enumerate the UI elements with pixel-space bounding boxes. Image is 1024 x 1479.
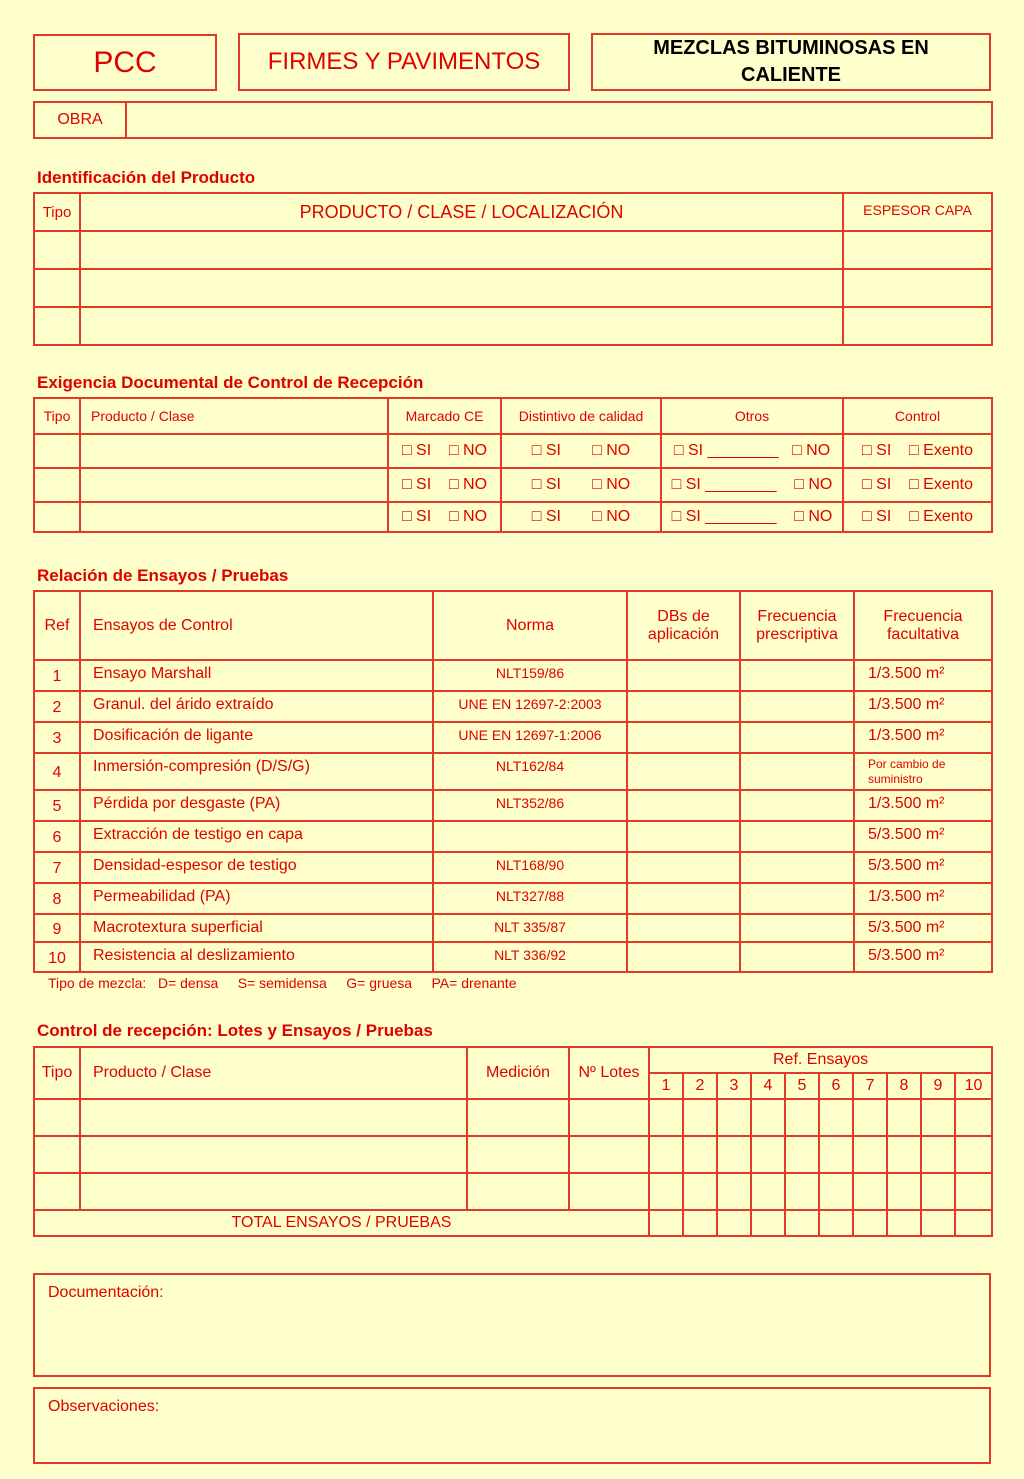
col-espesor-capa: ESPESOR CAPA — [843, 193, 992, 231]
ident-cell[interactable] — [843, 269, 992, 307]
control-cell[interactable] — [80, 1099, 467, 1136]
control-cell[interactable] — [785, 1136, 819, 1173]
dbs-cell[interactable] — [627, 753, 740, 790]
otros-checkbox[interactable]: □ SI ________ □ NO — [661, 434, 843, 468]
control-cell[interactable] — [683, 1099, 717, 1136]
norma-cell: NLT352/86 — [433, 790, 627, 821]
col-frecuencia-facultativa: Frecuencia facultativa — [854, 591, 992, 660]
prescriptiva-cell[interactable] — [740, 660, 854, 691]
control-cell[interactable] — [853, 1173, 887, 1210]
norma-cell: NLT162/84 — [433, 753, 627, 790]
control-checkbox[interactable]: □ SI □ Exento — [843, 434, 992, 468]
facultativa-cell: 1/3.500 m² — [854, 660, 992, 691]
ensayo-name: Pérdida por desgaste (PA) — [80, 790, 433, 821]
ensayo-name: Inmersión-compresión (D/S/G) — [80, 753, 433, 790]
dbs-cell[interactable] — [627, 821, 740, 852]
ident-cell[interactable] — [843, 307, 992, 345]
ref-ensayo-number: 2 — [683, 1073, 717, 1099]
marcado-checkbox[interactable]: □ SI □ NO — [388, 468, 501, 502]
ref-cell: 5 — [34, 790, 80, 821]
total-cell[interactable] — [717, 1210, 751, 1236]
ref-ensayo-number: 9 — [921, 1073, 955, 1099]
control-cell[interactable] — [751, 1136, 785, 1173]
otros-checkbox[interactable]: □ SI ________ □ NO — [661, 502, 843, 532]
total-cell[interactable] — [955, 1210, 992, 1236]
control-cell[interactable] — [467, 1136, 569, 1173]
ensayo-row — [34, 660, 992, 691]
control-cell[interactable] — [955, 1136, 992, 1173]
control-row — [34, 1136, 992, 1173]
ensayo-name: Densidad-espesor de testigo — [80, 852, 433, 883]
control-cell[interactable] — [921, 1136, 955, 1173]
control-checkbox[interactable]: □ SI □ Exento — [843, 502, 992, 532]
col-distintivo: Distintivo de calidad — [501, 398, 661, 434]
ident-cell[interactable] — [34, 231, 80, 269]
col-frecuencia-prescriptiva: Frecuencia prescriptiva — [740, 591, 854, 660]
ref-cell: 1 — [34, 660, 80, 691]
dbs-cell[interactable] — [627, 660, 740, 691]
ensayo-row — [34, 942, 992, 972]
producto-cell[interactable] — [80, 502, 388, 532]
dbs-cell[interactable] — [627, 852, 740, 883]
prescriptiva-cell[interactable] — [740, 790, 854, 821]
ref-ensayo-number: 10 — [955, 1073, 992, 1099]
total-cell[interactable] — [853, 1210, 887, 1236]
col-producto-clase: Producto / Clase — [80, 398, 388, 434]
control-cell[interactable] — [785, 1173, 819, 1210]
norma-cell: NLT159/86 — [433, 660, 627, 691]
prescriptiva-cell[interactable] — [740, 722, 854, 753]
control-cell[interactable] — [467, 1099, 569, 1136]
control-cell[interactable] — [80, 1136, 467, 1173]
obra-label: OBRA — [34, 102, 126, 138]
dbs-cell[interactable] — [627, 883, 740, 914]
total-cell[interactable] — [751, 1210, 785, 1236]
dbs-cell[interactable] — [627, 914, 740, 942]
ref-ensayo-number: 6 — [819, 1073, 853, 1099]
col-tipo: Tipo — [34, 398, 80, 434]
dbs-cell[interactable] — [627, 691, 740, 722]
ref-ensayo-number: 1 — [649, 1073, 683, 1099]
ref-ensayo-number: 7 — [853, 1073, 887, 1099]
obra-table — [33, 101, 993, 139]
dbs-cell[interactable] — [627, 790, 740, 821]
ensayo-name: Granul. del árido extraído — [80, 691, 433, 722]
norma-cell — [433, 821, 627, 852]
facultativa-cell: Por cambio de suministro — [854, 753, 992, 790]
control-cell[interactable] — [717, 1099, 751, 1136]
marcado-checkbox[interactable]: □ SI □ NO — [388, 434, 501, 468]
ref-ensayo-number: 4 — [751, 1073, 785, 1099]
facultativa-cell: 5/3.500 m² — [854, 914, 992, 942]
mezclas-box — [591, 33, 991, 91]
exigencia-row — [34, 502, 992, 532]
total-cell[interactable] — [683, 1210, 717, 1236]
col-control: Control — [843, 398, 992, 434]
ref-cell: 2 — [34, 691, 80, 722]
control-cell[interactable] — [649, 1099, 683, 1136]
firmes-label: FIRMES Y PAVIMENTOS — [267, 48, 541, 75]
col-n-lotes: Nº Lotes — [569, 1047, 649, 1099]
control-cell[interactable] — [955, 1099, 992, 1136]
identificacion-title: Identificación del Producto — [37, 168, 256, 187]
facultativa-cell: 1/3.500 m² — [854, 722, 992, 753]
ident-cell[interactable] — [80, 231, 843, 269]
control-cell[interactable] — [717, 1173, 751, 1210]
exigencia-row — [34, 434, 992, 468]
control-cell[interactable] — [34, 1173, 80, 1210]
control-cell[interactable] — [649, 1136, 683, 1173]
pcc-label: PCC — [93, 45, 157, 79]
control-cell[interactable] — [887, 1136, 921, 1173]
control-cell[interactable] — [34, 1136, 80, 1173]
norma-cell: UNE EN 12697-2:2003 — [433, 691, 627, 722]
ensayo-name: Resistencia al deslizamiento — [80, 942, 433, 972]
obra-field[interactable] — [126, 102, 992, 138]
ref-cell: 9 — [34, 914, 80, 942]
control-cell[interactable] — [569, 1173, 649, 1210]
ensayo-name: Extracción de testigo en capa — [80, 821, 433, 852]
documentacion-label: Documentación: — [48, 1284, 164, 1301]
col-ensayos-control: Ensayos de Control — [80, 591, 433, 660]
prescriptiva-cell[interactable] — [740, 883, 854, 914]
control-cell[interactable] — [649, 1173, 683, 1210]
exigencia-title: Exigencia Documental de Control de Recepción — [37, 373, 424, 392]
ensayo-row — [34, 914, 992, 942]
control-cell[interactable] — [683, 1136, 717, 1173]
control-cell[interactable] — [853, 1099, 887, 1136]
total-ensayos-label: TOTAL ENSAYOS / PRUEBAS — [34, 1210, 649, 1236]
control-cell[interactable] — [569, 1136, 649, 1173]
control-cell[interactable] — [569, 1099, 649, 1136]
col-marcado-ce: Marcado CE — [388, 398, 501, 434]
control-cell[interactable] — [467, 1173, 569, 1210]
control-title: Control de recepción: Lotes y Ensayos / Pruebas — [37, 1021, 433, 1040]
control-cell[interactable] — [887, 1173, 921, 1210]
facultativa-cell: 1/3.500 m² — [854, 790, 992, 821]
ref-cell: 10 — [34, 942, 80, 972]
otros-checkbox[interactable]: □ SI ________ □ NO — [661, 468, 843, 502]
control-cell[interactable] — [751, 1099, 785, 1136]
ref-ensayo-number: 8 — [887, 1073, 921, 1099]
prescriptiva-cell[interactable] — [740, 691, 854, 722]
control-cell[interactable] — [955, 1173, 992, 1210]
col-medicion: Medición — [467, 1047, 569, 1099]
ensayo-row — [34, 883, 992, 914]
ensayo-row — [34, 753, 992, 790]
norma-cell: NLT 336/92 — [433, 942, 627, 972]
norma-cell: UNE EN 12697-1:2006 — [433, 722, 627, 753]
col-ref: Ref — [34, 591, 80, 660]
control-cell[interactable] — [921, 1099, 955, 1136]
identificacion-table — [33, 192, 993, 346]
total-cell[interactable] — [785, 1210, 819, 1236]
facultativa-cell: 1/3.500 m² — [854, 883, 992, 914]
ensayo-name: Macrotextura superficial — [80, 914, 433, 942]
ref-cell: 7 — [34, 852, 80, 883]
dbs-cell[interactable] — [627, 942, 740, 972]
control-cell[interactable] — [785, 1099, 819, 1136]
total-cell[interactable] — [649, 1210, 683, 1236]
firmes-box — [238, 33, 570, 91]
exigencia-row — [34, 468, 992, 502]
ensayo-row — [34, 722, 992, 753]
dbs-cell[interactable] — [627, 722, 740, 753]
prescriptiva-cell[interactable] — [740, 753, 854, 790]
mezclas-label: MEZCLAS BITUMINOSAS EN CALIENTE — [653, 37, 929, 86]
ensayo-name: Permeabilidad (PA) — [80, 883, 433, 914]
ref-cell: 3 — [34, 722, 80, 753]
ensayo-name: Ensayo Marshall — [80, 660, 433, 691]
control-cell[interactable] — [887, 1099, 921, 1136]
marcado-checkbox[interactable]: □ SI □ NO — [388, 502, 501, 532]
distintivo-checkbox[interactable]: □ SI □ NO — [501, 502, 661, 532]
facultativa-cell: 1/3.500 m² — [854, 691, 992, 722]
control-cell[interactable] — [819, 1173, 853, 1210]
ref-ensayo-number: 3 — [717, 1073, 751, 1099]
col-dbs: DBs de aplicación — [627, 591, 740, 660]
control-cell[interactable] — [80, 1173, 467, 1210]
pcc-box — [33, 34, 217, 91]
prescriptiva-cell[interactable] — [740, 914, 854, 942]
norma-cell: NLT168/90 — [433, 852, 627, 883]
ident-cell[interactable] — [80, 307, 843, 345]
producto-cell[interactable] — [80, 468, 388, 502]
ref-cell: 8 — [34, 883, 80, 914]
control-checkbox[interactable]: □ SI □ Exento — [843, 468, 992, 502]
facultativa-cell: 5/3.500 m² — [854, 852, 992, 883]
observaciones-box[interactable] — [33, 1387, 991, 1464]
ident-cell[interactable] — [34, 269, 80, 307]
control-cell[interactable] — [34, 1099, 80, 1136]
distintivo-checkbox[interactable]: □ SI □ NO — [501, 468, 661, 502]
ref-cell: 6 — [34, 821, 80, 852]
tipo-cell[interactable] — [34, 502, 80, 532]
facultativa-cell: 5/3.500 m² — [854, 821, 992, 852]
norma-cell: NLT 335/87 — [433, 914, 627, 942]
prescriptiva-cell[interactable] — [740, 852, 854, 883]
ensayo-row — [34, 852, 992, 883]
ident-cell[interactable] — [843, 231, 992, 269]
col-norma: Norma — [433, 591, 627, 660]
ref-cell: 4 — [34, 753, 80, 790]
documentacion-box[interactable] — [33, 1273, 991, 1377]
facultativa-cell: 5/3.500 m² — [854, 942, 992, 972]
col-producto-clase-localizacion: PRODUCTO / CLASE / LOCALIZACIÓN — [80, 193, 843, 231]
tipo-mezcla-note: Tipo de mezcla: D= densa S= semidensa G= gruesa PA= drenante — [48, 975, 517, 991]
distintivo-checkbox[interactable]: □ SI □ NO — [501, 434, 661, 468]
total-cell[interactable] — [887, 1210, 921, 1236]
tipo-cell[interactable] — [34, 434, 80, 468]
ident-cell[interactable] — [34, 307, 80, 345]
control-row — [34, 1099, 992, 1136]
control-table — [33, 1046, 993, 1237]
ensayos-table — [33, 590, 993, 973]
control-cell[interactable] — [751, 1173, 785, 1210]
col-otros: Otros — [661, 398, 843, 434]
control-cell[interactable] — [683, 1173, 717, 1210]
total-cell[interactable] — [921, 1210, 955, 1236]
ensayo-name: Dosificación de ligante — [80, 722, 433, 753]
control-cell[interactable] — [819, 1099, 853, 1136]
tipo-cell[interactable] — [34, 468, 80, 502]
exigencia-table — [33, 397, 993, 533]
col-producto-clase: Producto / Clase — [80, 1047, 467, 1099]
control-cell[interactable] — [921, 1173, 955, 1210]
control-cell[interactable] — [853, 1136, 887, 1173]
col-ref-ensayos: Ref. Ensayos — [649, 1047, 992, 1073]
ensayo-row — [34, 790, 992, 821]
ref-ensayo-number: 5 — [785, 1073, 819, 1099]
prescriptiva-cell[interactable] — [740, 942, 854, 972]
ident-cell[interactable] — [80, 269, 843, 307]
total-cell[interactable] — [819, 1210, 853, 1236]
control-cell[interactable] — [717, 1136, 751, 1173]
prescriptiva-cell[interactable] — [740, 821, 854, 852]
observaciones-label: Observaciones: — [48, 1398, 160, 1415]
ensayo-row — [34, 821, 992, 852]
ensayo-row — [34, 691, 992, 722]
ensayos-title: Relación de Ensayos / Pruebas — [37, 566, 289, 585]
col-tipo: Tipo — [34, 1047, 80, 1099]
control-row — [34, 1173, 992, 1210]
col-tipo: Tipo — [34, 193, 80, 231]
control-cell[interactable] — [819, 1136, 853, 1173]
producto-cell[interactable] — [80, 434, 388, 468]
norma-cell: NLT327/88 — [433, 883, 627, 914]
